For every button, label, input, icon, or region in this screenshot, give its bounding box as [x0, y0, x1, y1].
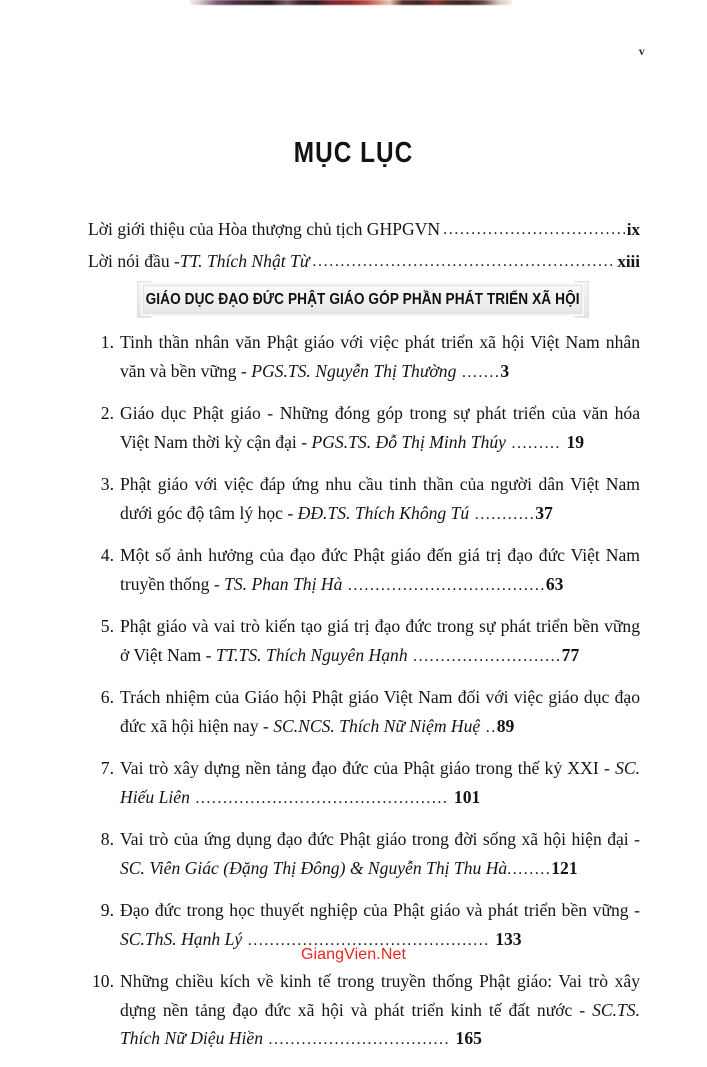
toc-entry-title: Đạo đức trong học thuyết nghiệp của Phật giáo và phát triển bền vững -	[120, 900, 640, 920]
leader-dots: ........	[507, 860, 552, 878]
toc-entry-author: TS. Phan Thị Hà	[224, 573, 343, 594]
toc-entry-page: 37	[535, 502, 553, 523]
toc-entry[interactable]	[84, 399, 640, 458]
leader-dots: ............................................	[242, 931, 496, 949]
toc-entry-page: 3	[500, 360, 510, 381]
toc-entry-body	[120, 399, 640, 458]
toc-entry-title: Vai trò của ứng dụng đạo đức Phật giáo trong đời sống xã hội hiện đại -	[120, 829, 640, 849]
toc-entry-title: Trách nhiệm của Giáo hội Phật giáo Việt Nam đối với việc giáo dục đạo đức xã hội hiện nay -	[120, 687, 640, 736]
toc-entry-page: 101	[453, 786, 481, 807]
leader-dots: ..	[480, 718, 497, 736]
front-matter-page: ix	[626, 220, 640, 239]
toc-entry-number: 3.	[100, 474, 114, 494]
front-matter-author: TT. Thích Nhật Từ	[179, 251, 310, 271]
leader-dots: .................................	[263, 1031, 456, 1048]
toc-entry-number: 8.	[100, 829, 114, 849]
front-matter-row[interactable]	[88, 214, 640, 246]
leader-dots: .........	[506, 434, 567, 452]
toc-entry-author: PGS.TS. Nguyễn Thị Thường	[251, 360, 457, 381]
toc-entry-number: 10.	[92, 971, 114, 991]
toc-entry-body	[120, 683, 640, 742]
toc-entry-number: 4.	[100, 545, 114, 565]
toc-entry-body	[120, 541, 640, 600]
toc-entry[interactable]	[84, 825, 640, 884]
toc-entry[interactable]	[84, 612, 640, 671]
toc-entry-author: SC.NCS. Thích Nữ Niệm Huệ	[273, 715, 481, 736]
toc-entry[interactable]	[84, 683, 640, 742]
section-header-banner	[143, 285, 582, 314]
toc-entry[interactable]	[84, 967, 640, 1055]
toc-entry-author: PGS.TS. Đỗ Thị Minh Thúy	[311, 431, 506, 452]
toc-entry-number: 2.	[100, 403, 114, 423]
leader-dots	[443, 214, 625, 245]
toc-entry-title: Những chiều kích về kinh tế trong truyền thống Phật giáo: Vai trò xây dựng nền tảng đạo đức xã hội và phát triển kinh tế đất nước -	[120, 971, 640, 1020]
section-header-label: GIÁO DỤC ĐẠO ĐỨC PHẬT GIÁO GÓP PHẦN PHÁT TRIỂN XÃ HỘI	[145, 290, 580, 308]
toc-entry-author: SC. Hiếu Liên	[120, 758, 640, 807]
page-title: MỤC LỤC	[293, 137, 414, 169]
leader-dots	[312, 246, 615, 277]
toc-entry-body	[120, 470, 640, 529]
toc-entry-title: Giáo dục Phật giáo - Những đóng góp trong sự phát triển của văn hóa Việt Nam thời kỳ cận đại -	[120, 403, 640, 452]
toc-entry-title: Vai trò xây dựng nền tảng đạo đức của Phật giáo trong thế kỷ XXI -	[120, 758, 616, 778]
toc-entry-title: Phật giáo và vai trò kiến tạo giá trị đạo đức trong sự phát triển bền vững ở Việt Nam -	[120, 616, 640, 665]
toc-entry[interactable]	[84, 328, 640, 387]
toc-entry-author: SC.TS. Thích Nữ Diệu Hiền	[120, 999, 640, 1048]
toc-entry-page: 121	[551, 857, 578, 878]
leader-dots: ....................................	[342, 576, 546, 594]
toc-entry-author: TT.TS. Thích Nguyên Hạnh	[215, 644, 408, 665]
leader-dots: ...........	[469, 505, 536, 523]
toc-entry-number: 1.	[100, 332, 114, 352]
scan-edge-strip	[190, 0, 512, 5]
front-matter-title: Lời nói đầu -	[88, 251, 180, 271]
toc-entry-page: 165	[455, 1028, 482, 1048]
toc-entry-page: 77	[561, 644, 580, 665]
toc-entry-page: 19	[566, 431, 585, 452]
toc-entry[interactable]	[84, 754, 640, 813]
front-matter-page: xiii	[617, 252, 640, 271]
toc-entry-title: Một số ảnh hưởng của đạo đức Phật giáo đến giá trị đạo đức Việt Nam truyền thống -	[120, 545, 640, 594]
front-matter-title: Lời giới thiệu của Hòa thượng chủ tịch GHPGVN	[88, 219, 441, 239]
toc-entry-author: ĐĐ.TS. Thích Không Tú	[297, 502, 470, 523]
toc-entry-title: Phật giáo với việc đáp ứng nhu cầu tinh thần của người dân Việt Nam dưới góc độ tâm lý học -	[120, 474, 640, 523]
toc-entry-body	[120, 967, 640, 1055]
page-folio: v	[638, 44, 645, 58]
leader-dots: .......	[456, 363, 501, 381]
toc-entry-page: 63	[545, 573, 564, 594]
toc-entry[interactable]	[84, 541, 640, 600]
leader-dots: ..............................................	[189, 789, 454, 807]
toc-entry-page: 89	[496, 715, 515, 736]
site-watermark: GiangVien.Net	[300, 946, 407, 963]
toc-entry-body	[120, 612, 640, 671]
front-matter-list	[88, 214, 640, 278]
toc-entry-body	[120, 825, 640, 884]
leader-dots: ...........................	[407, 647, 562, 665]
toc-entry-number: 9.	[100, 900, 114, 920]
toc-entry-body	[120, 328, 640, 387]
toc-entry-number: 6.	[100, 687, 114, 707]
toc-entry-body	[120, 754, 640, 813]
toc-entry-title: Tinh thần nhân văn Phật giáo với việc phát triển xã hội Việt Nam nhân văn và bền vững -	[120, 332, 640, 381]
toc-entry-number: 7.	[100, 758, 114, 778]
front-matter-row[interactable]	[88, 246, 640, 278]
toc-entry-author: SC.ThS. Hạnh Lý	[120, 928, 243, 949]
toc-entry-author: SC. Viên Giác (Đặng Thị Đông) & Nguyễn Thị Thu Hà	[120, 857, 508, 878]
toc-entry-page: 133	[495, 928, 522, 949]
toc-entry-number: 5.	[100, 616, 114, 636]
toc-entry[interactable]	[84, 470, 640, 529]
